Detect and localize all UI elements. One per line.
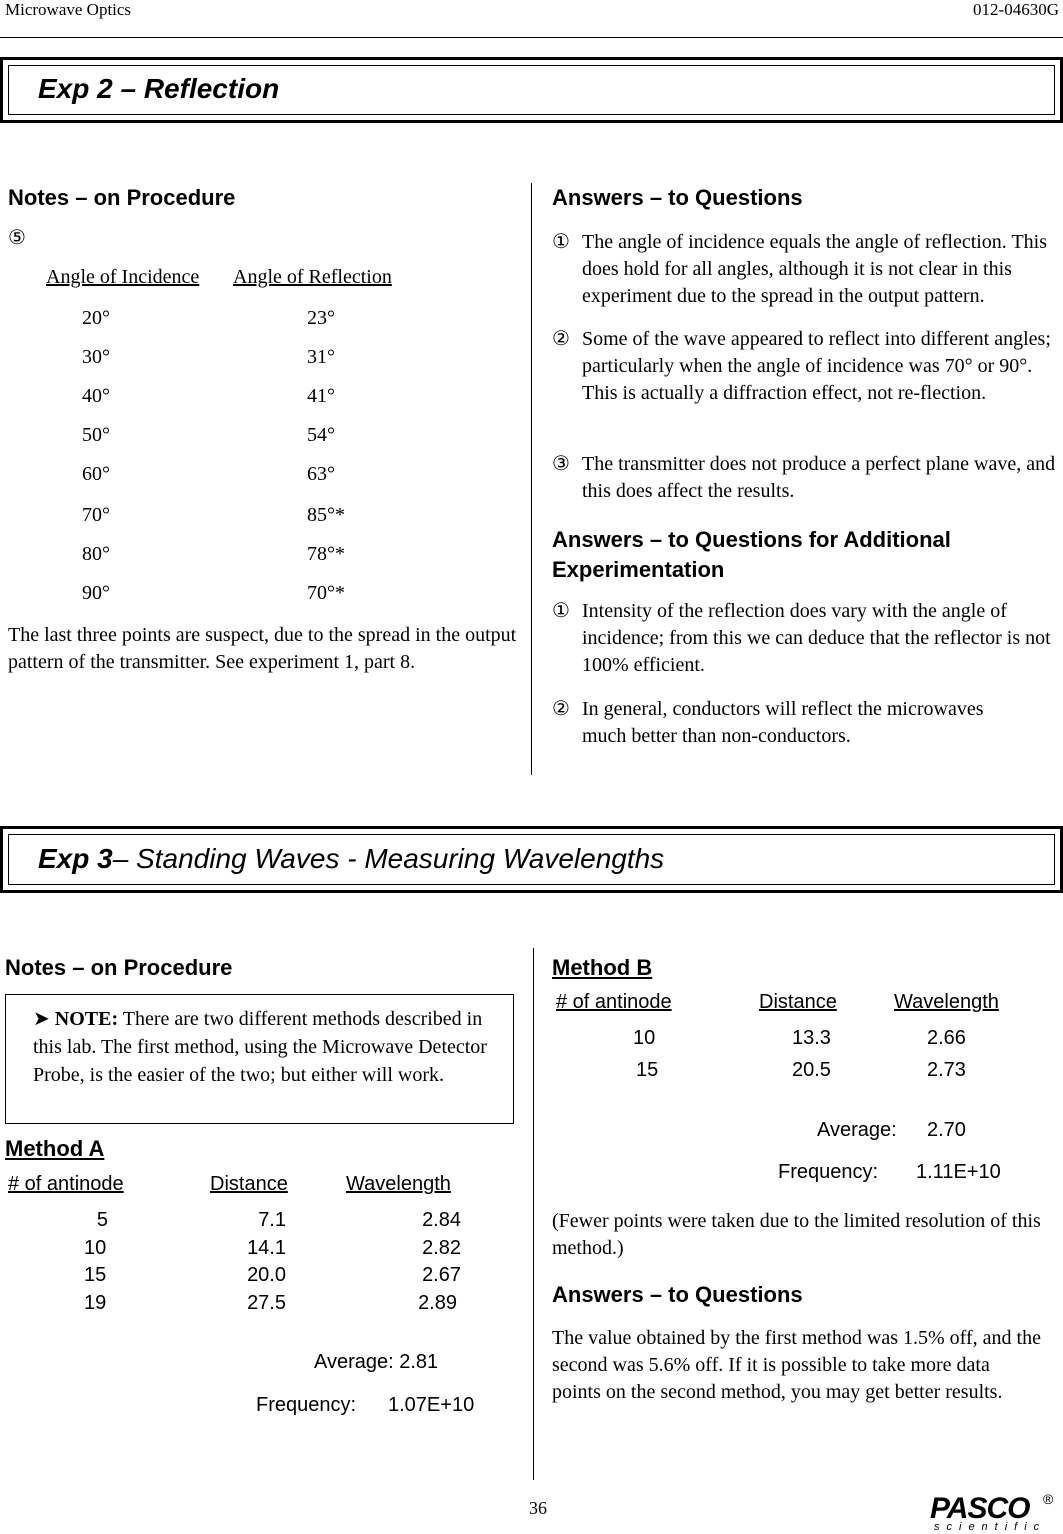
exp2-answers-heading: Answers – to Questions — [552, 185, 803, 210]
method-a-frequency-label: Frequency: — [256, 1394, 357, 1416]
angle-incidence-header: Angle of Incidence — [46, 266, 200, 288]
note-label: NOTE: — [54, 1008, 119, 1030]
table-cell: 2.67 — [422, 1264, 461, 1286]
method-b-frequency-label: Frequency: — [778, 1161, 879, 1183]
answer-number: ① — [552, 600, 570, 622]
document-number: 012-04630G — [973, 0, 1059, 19]
pasco-logo — [930, 1492, 1055, 1532]
column-divider — [533, 948, 534, 1480]
arrow-icon: ➤ — [33, 1008, 50, 1030]
reflection-value: 31° — [307, 346, 335, 368]
method-b-frequency-value: 1.11E+10 — [916, 1161, 1001, 1183]
exp3-answers-heading: Answers – to Questions — [552, 1282, 803, 1307]
method-a-frequency-value: 1.07E+10 — [388, 1394, 475, 1416]
answer-text: The angle of incidence equals the angle of reflection. This does hold for all angles, although it is not clear in this experiment due to the spread in the output pattern. — [582, 231, 1047, 307]
incidence-value: 70° — [82, 504, 110, 526]
table-cell: 10 — [633, 1027, 656, 1049]
incidence-value: 20° — [82, 307, 110, 329]
table-cell: 13.3 — [792, 1027, 831, 1049]
exp2-footnote: The last three points are suspect, due to the spread in the output pattern of the transmitter. See experiment 1, part 8. — [8, 624, 517, 673]
table-cell: 7.1 — [258, 1209, 286, 1231]
method-a-average: Average: 2.81 — [314, 1351, 439, 1373]
note-text: ➤ NOTE: There are two different methods described in this lab. The first method, using the Microwave Detector Probe, is the easier of the two; but either will work. — [33, 1008, 487, 1086]
method-a-col-wavelength: Wavelength — [346, 1173, 451, 1195]
answer-text: The transmitter does not produce a perfect plane wave, and this does affect the results. — [582, 453, 1056, 502]
reflection-value: 70°* — [307, 582, 345, 604]
table-cell: 15 — [636, 1059, 659, 1081]
exp2-title: Exp 2 – Reflection — [38, 73, 280, 104]
reflection-value: 78°* — [307, 543, 345, 565]
exp3-title-banner — [0, 826, 1063, 893]
table-cell: 2.66 — [927, 1027, 966, 1049]
exp2-notes-heading: Notes – on Procedure — [8, 185, 236, 210]
table-cell: 27.5 — [247, 1292, 286, 1314]
column-divider — [531, 183, 532, 775]
incidence-value: 90° — [82, 582, 110, 604]
incidence-value: 40° — [82, 385, 110, 407]
table-cell: 20.0 — [247, 1264, 286, 1286]
logo-subtitle: scientific — [934, 1521, 1047, 1533]
exp2-additional-heading: Answers – to Questions for Additional Experimentation — [552, 527, 951, 582]
exp3-title: Exp 3– Standing Waves - Measuring Wavelengths — [38, 843, 665, 874]
method-b-col-antinode: # of antinode — [556, 991, 672, 1013]
page-number: 36 — [529, 1498, 547, 1518]
table-cell: 20.5 — [792, 1059, 831, 1081]
method-b-col-distance: Distance — [759, 991, 837, 1013]
incidence-value: 50° — [82, 424, 110, 446]
method-a-heading: Method A — [5, 1136, 105, 1161]
incidence-value: 30° — [82, 346, 110, 368]
table-cell: 19 — [84, 1292, 107, 1314]
answer-number: ② — [552, 698, 570, 720]
exp3-answers-text: The value obtained by the first method was 1.5% off, and the second was 5.6% off. If it is possible to take more data points on the second method, you may get better results. — [552, 1327, 1041, 1403]
answer-text: Some of the wave appeared to reflect into different angles; particularly when the angle of incidence was 70° or 90°. This is actually a diffraction effect, not re-flection. — [582, 328, 1051, 404]
registered-mark: ® — [1043, 1491, 1054, 1507]
exp3-notes-heading: Notes – on Procedure — [5, 955, 233, 980]
method-a-col-antinode: # of antinode — [8, 1173, 124, 1195]
reflection-value: 23° — [307, 307, 335, 329]
table-cell: 15 — [84, 1264, 107, 1286]
table-cell: 2.84 — [422, 1209, 461, 1231]
answer-text: Intensity of the reflection does vary with the angle of incidence; from this we can deduce that the reflector is not 100% efficient. — [582, 600, 1051, 676]
method-a-col-distance: Distance — [210, 1173, 288, 1195]
incidence-value: 60° — [82, 463, 110, 485]
incidence-value: 80° — [82, 543, 110, 565]
angle-reflection-header: Angle of Reflection — [233, 266, 392, 288]
exp2-title-banner — [0, 57, 1063, 123]
answer-text: In general, conductors will reflect the microwaves much better than non-conductors. — [582, 698, 984, 747]
reflection-value: 63° — [307, 463, 335, 485]
method-b-note: (Fewer points were taken due to the limited resolution of this method.) — [552, 1210, 1041, 1259]
running-header-title: Microwave Optics — [5, 0, 132, 19]
logo-wordmark: PASCO — [930, 1492, 1030, 1525]
reflection-value: 41° — [307, 385, 335, 407]
answer-number: ③ — [552, 453, 570, 475]
method-b-col-wavelength: Wavelength — [894, 991, 999, 1013]
note-box — [5, 994, 514, 1124]
method-b-heading: Method B — [552, 955, 653, 980]
answer-number: ① — [552, 231, 570, 253]
reflection-value: 85°* — [307, 504, 345, 526]
table-cell: 10 — [84, 1237, 107, 1259]
table-cell: 2.73 — [927, 1059, 966, 1081]
table-cell: 5 — [96, 1209, 108, 1231]
method-b-average-label: Average: — [817, 1119, 897, 1141]
reflection-value: 54° — [307, 424, 335, 446]
table-cell: 2.82 — [422, 1237, 461, 1259]
header-rule — [0, 37, 1063, 38]
table-cell: 2.89 — [418, 1292, 457, 1314]
step-marker: ⑤ — [8, 227, 26, 249]
method-b-average-value: 2.70 — [927, 1119, 966, 1141]
answer-number: ② — [552, 328, 570, 350]
table-cell: 14.1 — [247, 1237, 286, 1259]
